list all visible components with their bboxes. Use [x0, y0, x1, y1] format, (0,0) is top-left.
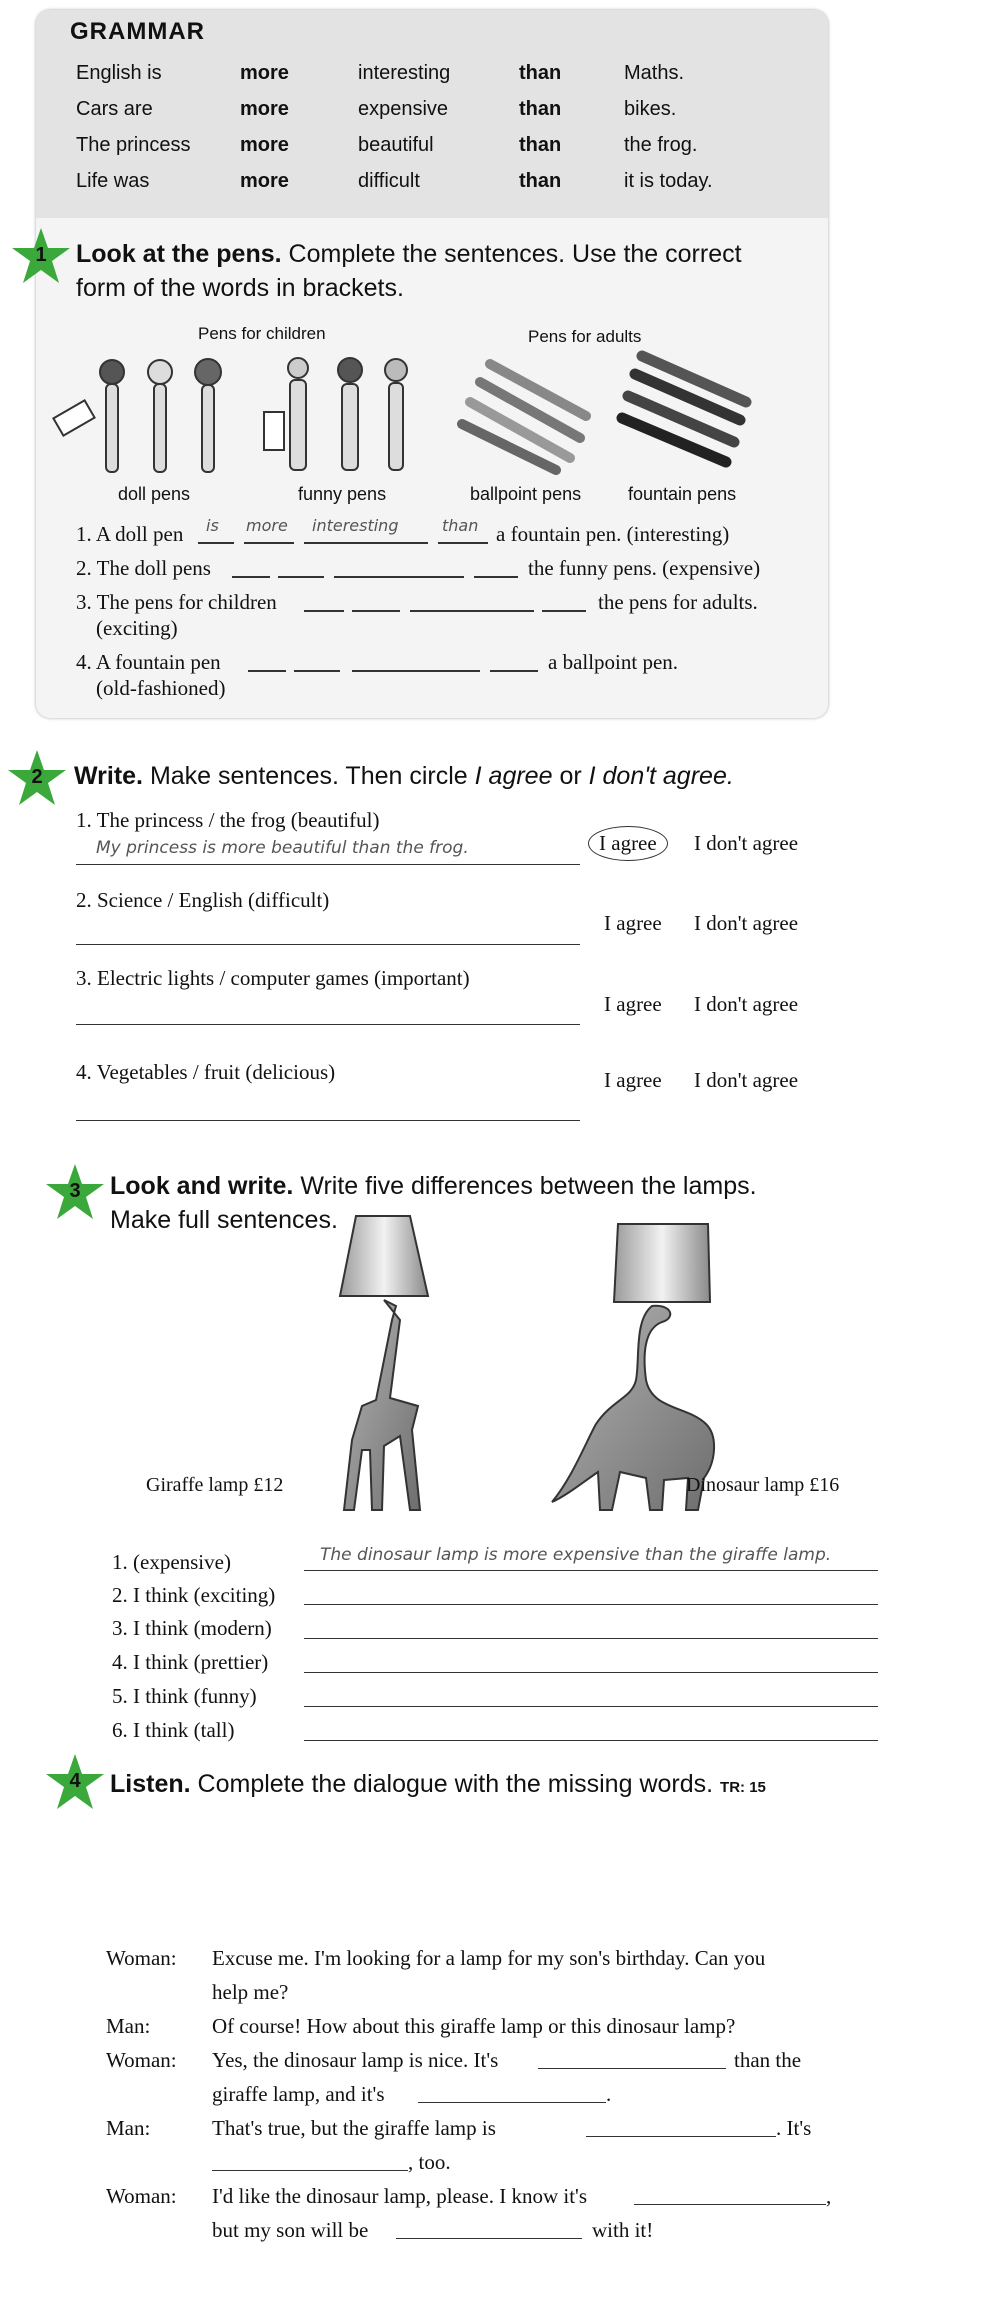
answer-line[interactable]: [76, 1024, 580, 1025]
dialogue-blank[interactable]: [538, 2068, 726, 2069]
answer-blank[interactable]: [438, 542, 488, 544]
grammar-cell: more: [240, 170, 289, 192]
grammar-cell: Maths.: [624, 62, 685, 84]
dialogue-blank[interactable]: [634, 2204, 826, 2205]
dialogue-line: Of course! How about this giraffe lamp or this dinosaur lamp?: [212, 2014, 736, 2038]
ex2-prompt: 3. Electric lights / computer games (important): [76, 966, 470, 990]
dinosaur-lamp-label: Dinosaur lamp £16: [686, 1474, 840, 1496]
agree-option[interactable]: I agree: [588, 826, 668, 861]
ex1-sentence-4-start: 4. A fountain pen: [76, 650, 221, 674]
grammar-cell: more: [240, 98, 289, 120]
answer-blank[interactable]: [198, 542, 234, 544]
answer-blank[interactable]: [304, 542, 428, 544]
exercise-3-star-icon: 3: [44, 1162, 106, 1224]
disagree-option[interactable]: I don't agree: [694, 1068, 799, 1092]
exercise-3-instruction-line2: Make full sentences.: [110, 1206, 338, 1234]
ex1-sentence-3-end: the pens for adults.: [598, 590, 758, 614]
answer-blank[interactable]: [244, 542, 294, 544]
answer-line[interactable]: [304, 1604, 878, 1605]
grammar-cell: than: [519, 170, 562, 192]
grammar-cell: Life was: [76, 170, 150, 192]
dialogue-line: with it!: [592, 2218, 654, 2242]
answer-line[interactable]: [304, 1706, 878, 1707]
dialogue-blank[interactable]: [396, 2238, 582, 2239]
answer-line[interactable]: [76, 1120, 580, 1121]
grammar-cell: more: [240, 62, 289, 84]
ex2-prompt: 1. The princess / the frog (beautiful): [76, 808, 380, 832]
dialogue-line: , too.: [408, 2150, 451, 2174]
dialogue-line: ,: [826, 2184, 832, 2208]
exercise-4-instruction: Listen. Complete the dialogue with the missing words. TR: 15: [110, 1770, 766, 1798]
answer-blank[interactable]: [294, 670, 340, 672]
ex1-sentence-3-hint: (exciting): [96, 616, 178, 640]
disagree-option[interactable]: I don't agree: [694, 911, 799, 935]
answer-blank[interactable]: [474, 576, 518, 578]
pens-illustration: [50, 350, 760, 480]
answer-blank[interactable]: [542, 610, 586, 612]
dialogue-line: .: [606, 2082, 612, 2106]
ex1-sentence-2-end: the funny pens. (expensive): [528, 556, 761, 580]
dialogue-line: Excuse me. I'm looking for a lamp for my son's birthday. Can you: [212, 1946, 766, 1970]
answer-blank[interactable]: [278, 576, 324, 578]
grammar-cell: the frog.: [624, 134, 698, 156]
ex2-prompt: 4. Vegetables / fruit (delicious): [76, 1060, 336, 1084]
answer-line[interactable]: [76, 944, 580, 945]
ex1-sentence-4-end: a ballpoint pen.: [548, 650, 679, 674]
ex2-prompt: 2. Science / English (difficult): [76, 888, 330, 912]
dialogue-blank[interactable]: [586, 2136, 776, 2137]
ex1-sentence-1-end: a fountain pen. (interesting): [496, 522, 730, 546]
exercise-2-star-icon: 2: [6, 748, 68, 810]
ex3-prompt: 1. (expensive): [112, 1550, 231, 1574]
answer-line[interactable]: [304, 1638, 878, 1639]
ex3-prompt: 2. I think (exciting): [112, 1583, 276, 1607]
answer-blank[interactable]: [490, 670, 538, 672]
grammar-cell: The princess: [76, 134, 191, 156]
speaker: Woman:: [106, 1946, 177, 1970]
ex1-answer[interactable]: interesting: [312, 516, 399, 535]
disagree-option[interactable]: I don't agree: [694, 992, 799, 1016]
answer-line[interactable]: [304, 1570, 878, 1571]
grammar-cell: bikes.: [624, 98, 677, 120]
dialogue-line: help me?: [212, 1980, 289, 2004]
grammar-cell: it is today.: [624, 170, 713, 192]
speaker: Man:: [106, 2014, 151, 2038]
exercise-1-instruction-line2: form of the words in brackets.: [76, 274, 404, 302]
ex1-answer[interactable]: is: [206, 516, 219, 535]
grammar-title: GRAMMAR: [70, 18, 205, 45]
answer-line[interactable]: [76, 864, 580, 865]
ex1-sentence-3-start: 3. The pens for children: [76, 590, 277, 614]
dialogue-line: but my son will be: [212, 2218, 369, 2242]
agree-option[interactable]: I agree: [604, 1068, 662, 1092]
pens-children-heading: Pens for children: [198, 324, 326, 343]
speaker: Man:: [106, 2116, 151, 2140]
dialogue-blank[interactable]: [418, 2102, 606, 2103]
exercise-3-instruction: Look and write. Write five differences between the lamps.: [110, 1172, 757, 1200]
ex1-sentence-1-start: 1. A doll pen: [76, 522, 184, 546]
answer-line[interactable]: [304, 1740, 878, 1741]
ex1-sentence-4-hint: (old-fashioned): [96, 676, 226, 700]
answer-blank[interactable]: [352, 670, 480, 672]
pen-label: funny pens: [298, 484, 387, 504]
ex3-prompt: 3. I think (modern): [112, 1616, 272, 1640]
pen-label: doll pens: [118, 484, 191, 504]
grammar-cell: than: [519, 62, 562, 84]
grammar-cell: difficult: [358, 170, 420, 192]
ex3-prompt: 6. I think (tall): [112, 1718, 235, 1742]
grammar-cell: English is: [76, 62, 162, 84]
speaker: Woman:: [106, 2048, 177, 2072]
answer-blank[interactable]: [248, 670, 286, 672]
dialogue-blank[interactable]: [212, 2170, 408, 2171]
pen-label: fountain pens: [628, 484, 737, 504]
exercise-1-instruction: Look at the pens. Complete the sentences. Use the correct: [76, 240, 742, 268]
agree-option[interactable]: I agree: [604, 992, 662, 1016]
answer-blank[interactable]: [304, 610, 344, 612]
grammar-cell: beautiful: [358, 134, 434, 156]
giraffe-lamp-label: Giraffe lamp £12: [146, 1474, 284, 1496]
ex1-answer[interactable]: more: [246, 516, 288, 535]
grammar-cell: Cars are: [76, 98, 153, 120]
answer-blank[interactable]: [232, 576, 270, 578]
grammar-cell: more: [240, 134, 289, 156]
answer-line[interactable]: [304, 1672, 878, 1673]
pen-label: ballpoint pens: [470, 484, 582, 504]
dialogue-line: That's true, but the giraffe lamp is: [212, 2116, 496, 2140]
exercise-4-star-icon: 4: [44, 1752, 106, 1814]
answer-blank[interactable]: [352, 610, 400, 612]
dialogue-line: I'd like the dinosaur lamp, please. I know it's: [212, 2184, 587, 2208]
ex1-answer[interactable]: than: [442, 516, 479, 535]
agree-option[interactable]: I agree: [604, 911, 662, 935]
dialogue-line: giraffe lamp, and it's: [212, 2082, 385, 2106]
pens-adults-heading: Pens for adults: [528, 327, 642, 346]
ex3-prompt: 4. I think (prettier): [112, 1650, 269, 1674]
answer-blank[interactable]: [410, 610, 534, 612]
dialogue-line: than the: [734, 2048, 802, 2072]
ex2-answer[interactable]: My princess is more beautiful than the frog.: [96, 838, 469, 858]
ex3-prompt: 5. I think (funny): [112, 1684, 257, 1708]
grammar-cell: expensive: [358, 98, 449, 120]
dialogue-line: . It's: [776, 2116, 812, 2140]
dialogue-line: Yes, the dinosaur lamp is nice. It's: [212, 2048, 499, 2072]
disagree-option[interactable]: I don't agree: [694, 831, 799, 855]
grammar-cell: than: [519, 98, 562, 120]
speaker: Woman:: [106, 2184, 177, 2208]
answer-blank[interactable]: [334, 576, 464, 578]
grammar-cell: interesting: [358, 62, 451, 84]
ex3-answer[interactable]: The dinosaur lamp is more expensive than the giraffe lamp.: [320, 1545, 832, 1565]
ex1-sentence-2-start: 2. The doll pens: [76, 556, 211, 580]
grammar-cell: than: [519, 134, 562, 156]
track-number: TR: 15: [720, 1779, 766, 1796]
exercise-2-instruction: Write. Make sentences. Then circle I agree or I don't agree.: [74, 762, 734, 790]
exercise-1-star-icon: 1: [10, 226, 72, 288]
